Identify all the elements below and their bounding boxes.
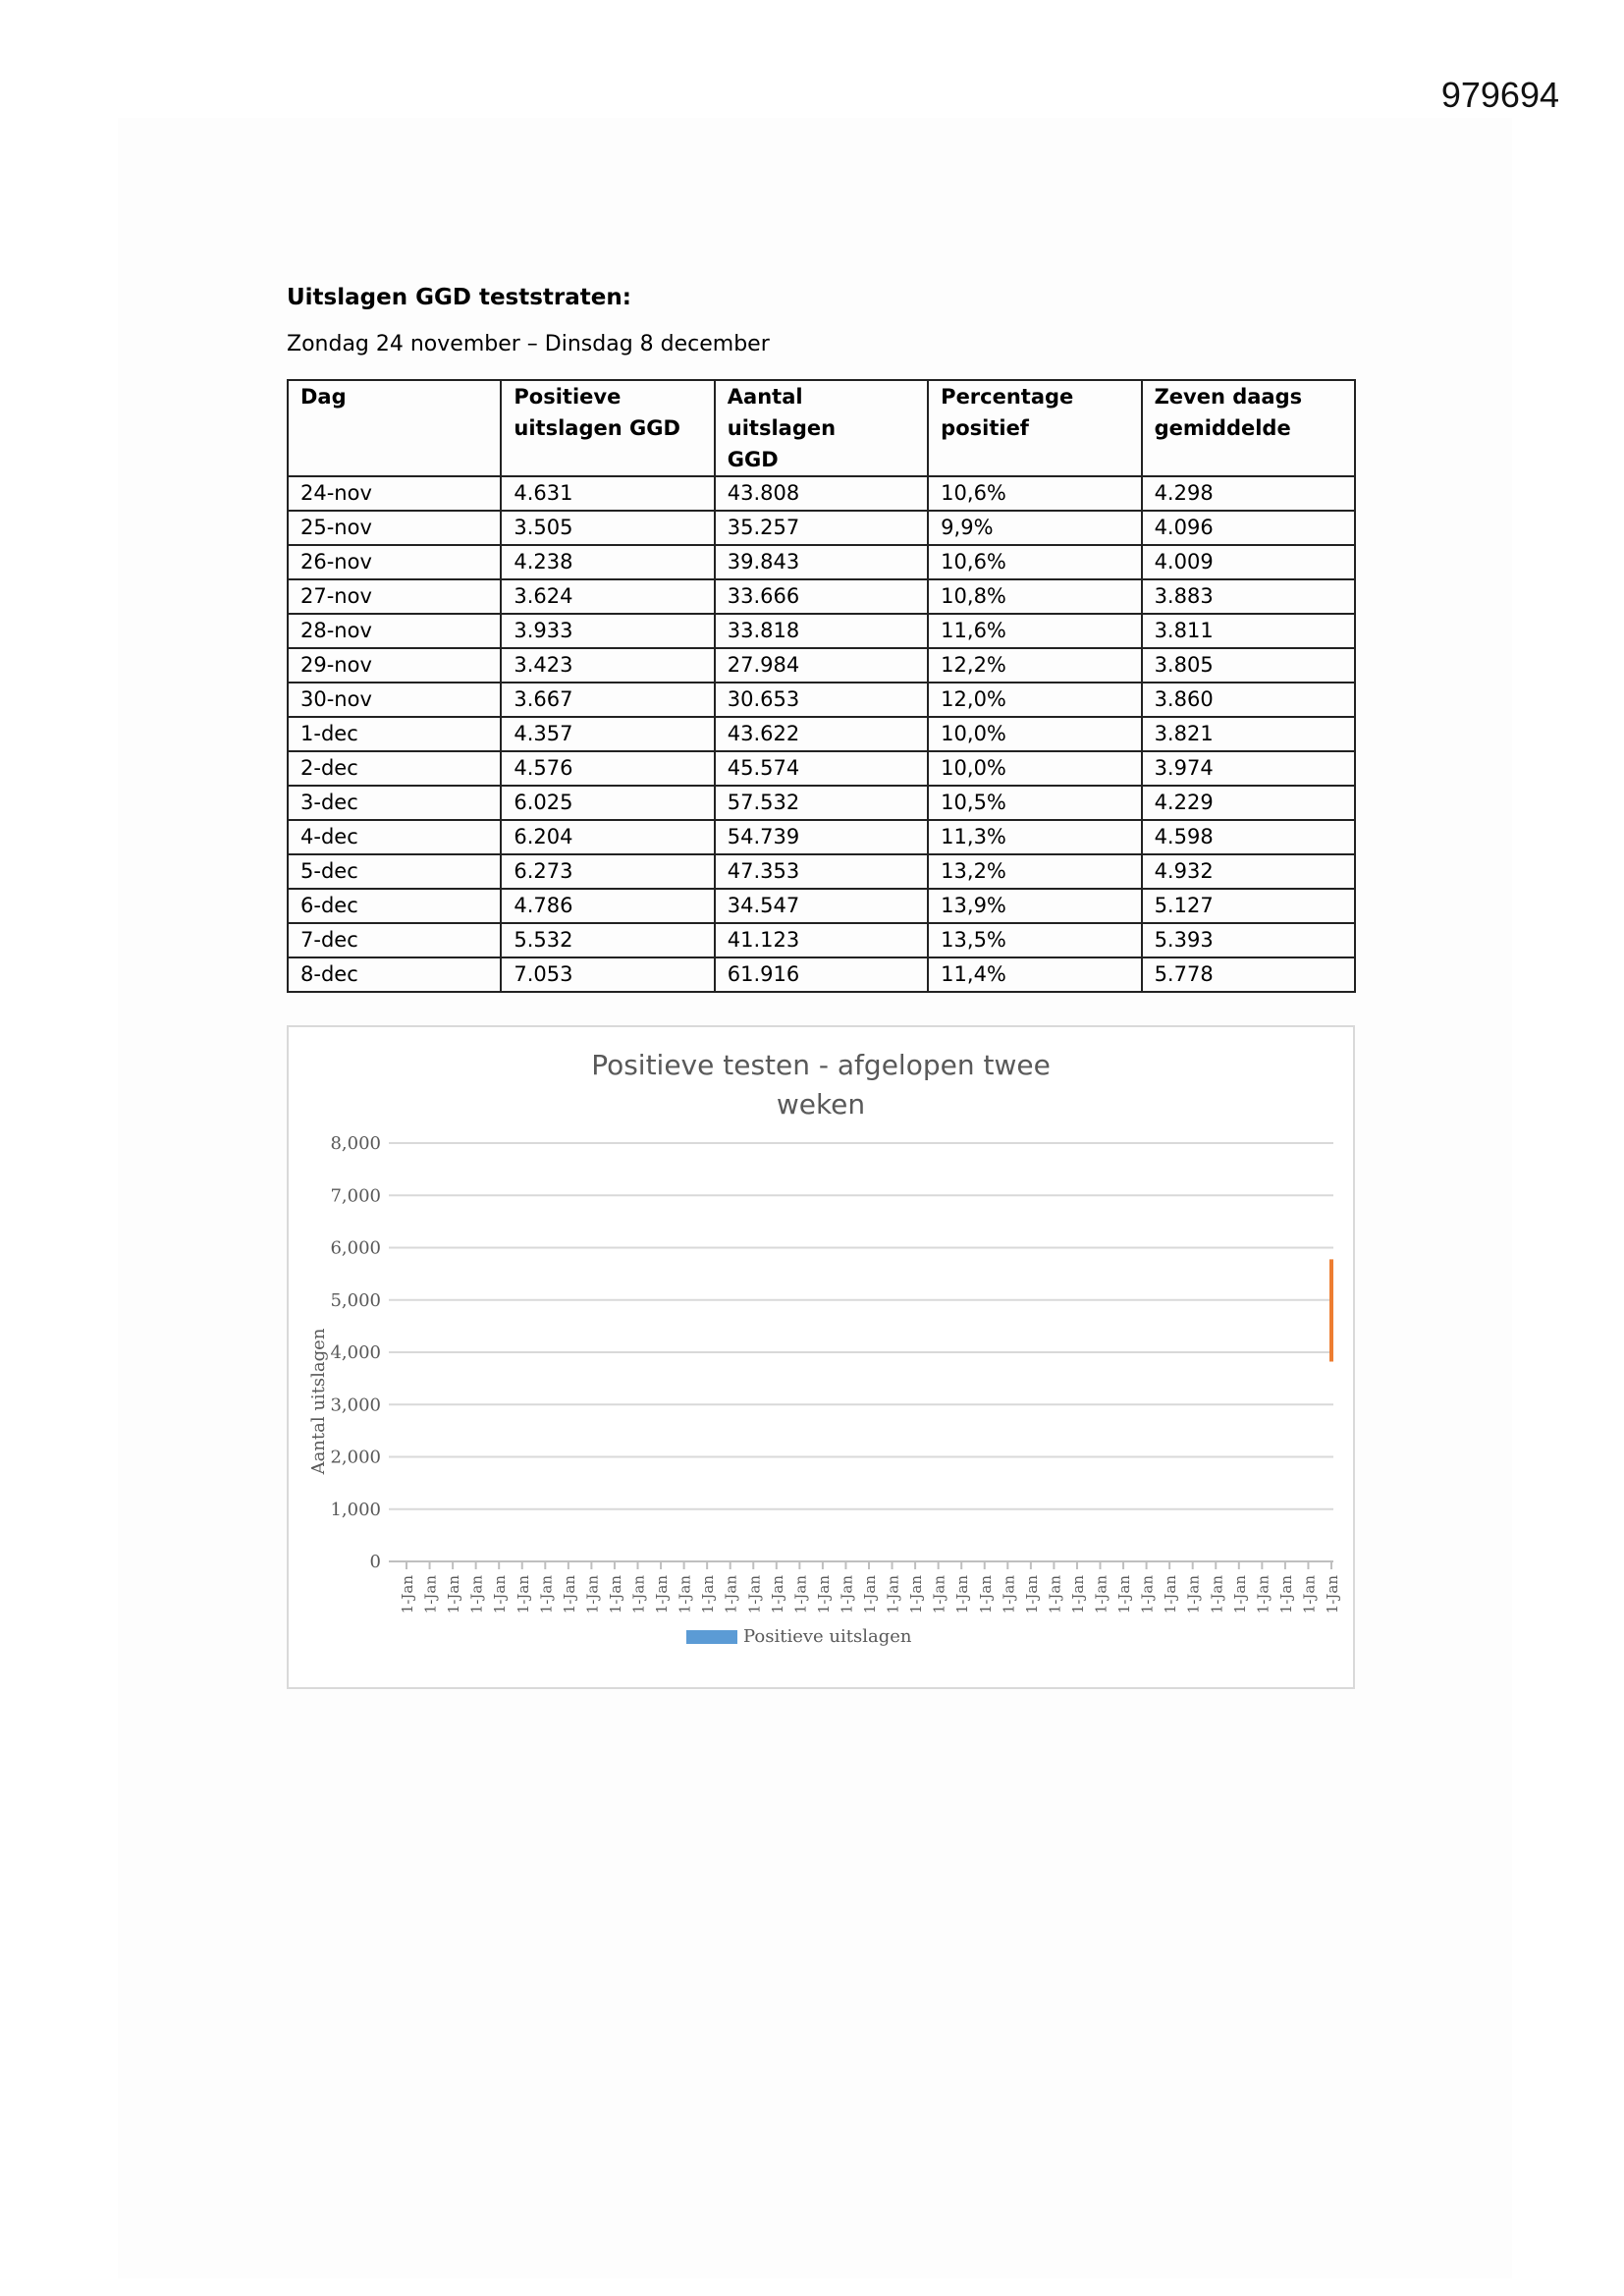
y-tick-label: 3,000 bbox=[330, 1394, 381, 1416]
table-cell: 4.631 bbox=[501, 476, 714, 511]
table-cell: 3.883 bbox=[1142, 579, 1355, 614]
x-tick-label: 1-Jan bbox=[838, 1575, 856, 1614]
table-cell: 4.298 bbox=[1142, 476, 1355, 511]
x-tick-label: 1-Jan bbox=[676, 1575, 694, 1614]
x-tick-label: 1-Jan bbox=[861, 1575, 879, 1614]
x-tick-label: 1-Jan bbox=[1068, 1575, 1087, 1614]
table-cell: 4.576 bbox=[501, 751, 714, 786]
table-cell: 3.805 bbox=[1142, 648, 1355, 683]
header-label: Dag bbox=[300, 385, 347, 409]
table-cell: 12,2% bbox=[928, 648, 1141, 683]
x-tick-label: 1-Jan bbox=[1162, 1575, 1180, 1614]
x-tick-label: 1-Jan bbox=[1184, 1575, 1203, 1614]
table-cell: 27-nov bbox=[288, 579, 501, 614]
table-row bbox=[288, 786, 1355, 820]
legend-label: Positieve uitslagen bbox=[743, 1626, 912, 1647]
header-label: uitslagen GGD bbox=[514, 416, 680, 440]
table-cell: 33.666 bbox=[715, 579, 928, 614]
date-range: Zondag 24 november – Dinsdag 8 december bbox=[287, 332, 770, 356]
table-cell: 3.811 bbox=[1142, 614, 1355, 648]
x-tick-label: 1-Jan bbox=[445, 1575, 463, 1614]
header-label: Percentage bbox=[941, 385, 1074, 409]
header-percentage bbox=[928, 380, 1141, 476]
y-tick-label: 5,000 bbox=[330, 1289, 381, 1311]
table-cell: 29-nov bbox=[288, 648, 501, 683]
table-cell: 10,5% bbox=[928, 786, 1141, 820]
x-tick-label: 1-Jan bbox=[930, 1575, 948, 1614]
table-cell: 10,6% bbox=[928, 476, 1141, 511]
table-cell: 4.229 bbox=[1142, 786, 1355, 820]
table-cell: 24-nov bbox=[288, 476, 501, 511]
x-tick-label: 1-Jan bbox=[629, 1575, 648, 1614]
x-tick-label: 1-Jan bbox=[1000, 1575, 1018, 1614]
x-tick-label: 1-Jan bbox=[1254, 1575, 1272, 1614]
table-cell: 13,5% bbox=[928, 923, 1141, 957]
table-cell: 33.818 bbox=[715, 614, 928, 648]
table-cell: 26-nov bbox=[288, 545, 501, 579]
x-tick-label: 1-Jan bbox=[467, 1575, 486, 1614]
table-cell: 39.843 bbox=[715, 545, 928, 579]
table-cell: 5.778 bbox=[1142, 957, 1355, 992]
x-tick-label: 1-Jan bbox=[1276, 1575, 1295, 1614]
table-cell: 6.204 bbox=[501, 820, 714, 854]
legend-swatch bbox=[686, 1630, 737, 1644]
table-cell: 13,2% bbox=[928, 854, 1141, 889]
table-cell: 2-dec bbox=[288, 751, 501, 786]
table-cell: 3.933 bbox=[501, 614, 714, 648]
table-row bbox=[288, 854, 1355, 889]
x-tick-label: 1-Jan bbox=[791, 1575, 810, 1614]
table-cell: 10,0% bbox=[928, 751, 1141, 786]
table-cell: 3.667 bbox=[501, 683, 714, 717]
table-cell: 43.622 bbox=[715, 717, 928, 751]
x-tick-label: 1-Jan bbox=[1208, 1575, 1226, 1614]
table-cell: 6.025 bbox=[501, 786, 714, 820]
header-label: gemiddelde bbox=[1154, 416, 1291, 440]
table-cell: 41.123 bbox=[715, 923, 928, 957]
x-tick-label: 1-Jan bbox=[907, 1575, 926, 1614]
y-tick-label: 2,000 bbox=[330, 1447, 381, 1468]
table-row bbox=[288, 683, 1355, 717]
chart-title-line: weken bbox=[776, 1088, 866, 1121]
table-cell: 30-nov bbox=[288, 683, 501, 717]
table-cell: 3.821 bbox=[1142, 717, 1355, 751]
table-row bbox=[288, 648, 1355, 683]
chart-canvas bbox=[289, 1027, 1353, 1687]
section-heading: Uitslagen GGD teststraten: bbox=[287, 285, 631, 310]
table-cell: 11,3% bbox=[928, 820, 1141, 854]
table-cell: 5-dec bbox=[288, 854, 501, 889]
x-tick-label: 1-Jan bbox=[514, 1575, 532, 1614]
table-cell: 3.974 bbox=[1142, 751, 1355, 786]
table-cell: 7-dec bbox=[288, 923, 501, 957]
y-tick-label: 6,000 bbox=[330, 1237, 381, 1259]
header-dag bbox=[288, 380, 501, 476]
table-row bbox=[288, 511, 1355, 545]
table-cell: 10,8% bbox=[928, 579, 1141, 614]
table-cell: 54.739 bbox=[715, 820, 928, 854]
x-tick-label: 1-Jan bbox=[953, 1575, 972, 1614]
x-tick-label: 1-Jan bbox=[699, 1575, 718, 1614]
x-tick-label: 1-Jan bbox=[399, 1575, 416, 1614]
table-cell: 43.808 bbox=[715, 476, 928, 511]
y-tick-label: 8,000 bbox=[330, 1133, 381, 1154]
table-cell: 1-dec bbox=[288, 717, 501, 751]
header-label: positief bbox=[941, 416, 1029, 440]
y-tick-label: 7,000 bbox=[330, 1185, 381, 1207]
y-tick-label: 0 bbox=[369, 1552, 381, 1572]
table-cell: 11,4% bbox=[928, 957, 1141, 992]
table-row bbox=[288, 751, 1355, 786]
table-cell: 10,0% bbox=[928, 717, 1141, 751]
table-row bbox=[288, 717, 1355, 751]
table-cell: 4.238 bbox=[501, 545, 714, 579]
table-cell: 30.653 bbox=[715, 683, 928, 717]
table-cell: 4.786 bbox=[501, 889, 714, 923]
table-cell: 10,6% bbox=[928, 545, 1141, 579]
table-row bbox=[288, 820, 1355, 854]
table-cell: 5.127 bbox=[1142, 889, 1355, 923]
x-tick-label: 1-Jan bbox=[653, 1575, 672, 1614]
x-tick-label: 1-Jan bbox=[1092, 1575, 1110, 1614]
table-row bbox=[288, 614, 1355, 648]
x-tick-label: 1-Jan bbox=[1115, 1575, 1134, 1614]
table-cell: 57.532 bbox=[715, 786, 928, 820]
chart-legend bbox=[686, 1626, 911, 1647]
table-row bbox=[288, 923, 1355, 957]
x-tick-label: 1-Jan bbox=[768, 1575, 786, 1614]
x-tick-label: 1-Jan bbox=[976, 1575, 995, 1614]
table-header-row bbox=[288, 380, 1355, 476]
x-tick-label: 1-Jan bbox=[1324, 1575, 1341, 1614]
chart-title-line: Positieve testen - afgelopen twee bbox=[591, 1049, 1051, 1081]
x-tick-label: 1-Jan bbox=[606, 1575, 624, 1614]
x-tick-label: 1-Jan bbox=[814, 1575, 833, 1614]
header-gemiddelde bbox=[1142, 380, 1355, 476]
x-tick-label: 1-Jan bbox=[1138, 1575, 1157, 1614]
x-tick-label: 1-Jan bbox=[537, 1575, 556, 1614]
x-tick-label: 1-Jan bbox=[1300, 1575, 1319, 1614]
table-row bbox=[288, 476, 1355, 511]
table-cell: 9,9% bbox=[928, 511, 1141, 545]
positive-tests-chart bbox=[287, 1025, 1355, 1689]
x-tick-label: 1-Jan bbox=[491, 1575, 510, 1614]
y-tick-label: 4,000 bbox=[330, 1342, 381, 1363]
header-label: Positieve bbox=[514, 385, 622, 409]
x-tick-label: 1-Jan bbox=[583, 1575, 602, 1614]
x-tick-label: 1-Jan bbox=[745, 1575, 764, 1614]
table-cell: 3-dec bbox=[288, 786, 501, 820]
table-cell: 47.353 bbox=[715, 854, 928, 889]
document-id: 979694 bbox=[1440, 75, 1559, 115]
header-aantal bbox=[715, 380, 928, 476]
table-cell: 34.547 bbox=[715, 889, 928, 923]
table-cell: 3.505 bbox=[501, 511, 714, 545]
table-cell: 4.357 bbox=[501, 717, 714, 751]
table-cell: 5.393 bbox=[1142, 923, 1355, 957]
table-cell: 3.860 bbox=[1142, 683, 1355, 717]
results-table bbox=[287, 379, 1356, 993]
header-label: GGD bbox=[727, 448, 779, 471]
table-row bbox=[288, 579, 1355, 614]
table-cell: 11,6% bbox=[928, 614, 1141, 648]
table-row bbox=[288, 545, 1355, 579]
table-cell: 3.423 bbox=[501, 648, 714, 683]
table-cell: 4.932 bbox=[1142, 854, 1355, 889]
x-tick-label: 1-Jan bbox=[421, 1575, 440, 1614]
table-cell: 13,9% bbox=[928, 889, 1141, 923]
table-cell: 12,0% bbox=[928, 683, 1141, 717]
table-row bbox=[288, 957, 1355, 992]
table-cell: 4.096 bbox=[1142, 511, 1355, 545]
table-cell: 4.598 bbox=[1142, 820, 1355, 854]
table-cell: 45.574 bbox=[715, 751, 928, 786]
header-label: Zeven daags bbox=[1154, 385, 1303, 409]
header-positieve bbox=[501, 380, 714, 476]
table-cell: 25-nov bbox=[288, 511, 501, 545]
table-cell: 6-dec bbox=[288, 889, 501, 923]
y-tick-label: 1,000 bbox=[330, 1499, 381, 1520]
x-tick-label: 1-Jan bbox=[884, 1575, 902, 1614]
table-cell: 28-nov bbox=[288, 614, 501, 648]
table-cell: 4.009 bbox=[1142, 545, 1355, 579]
table-cell: 8-dec bbox=[288, 957, 501, 992]
x-tick-label: 1-Jan bbox=[560, 1575, 578, 1614]
table-cell: 5.532 bbox=[501, 923, 714, 957]
table-cell: 61.916 bbox=[715, 957, 928, 992]
table-cell: 4-dec bbox=[288, 820, 501, 854]
table-cell: 27.984 bbox=[715, 648, 928, 683]
x-tick-label: 1-Jan bbox=[1022, 1575, 1041, 1614]
header-label: Aantal uitslagen bbox=[727, 385, 837, 440]
x-tick-label: 1-Jan bbox=[722, 1575, 740, 1614]
table-cell: 3.624 bbox=[501, 579, 714, 614]
y-axis-label: Aantal uitslagen bbox=[308, 1328, 329, 1475]
x-tick-label: 1-Jan bbox=[1230, 1575, 1249, 1614]
table-cell: 6.273 bbox=[501, 854, 714, 889]
table-cell: 35.257 bbox=[715, 511, 928, 545]
table-cell: 7.053 bbox=[501, 957, 714, 992]
x-tick-label: 1-Jan bbox=[1046, 1575, 1064, 1614]
table-row bbox=[288, 889, 1355, 923]
